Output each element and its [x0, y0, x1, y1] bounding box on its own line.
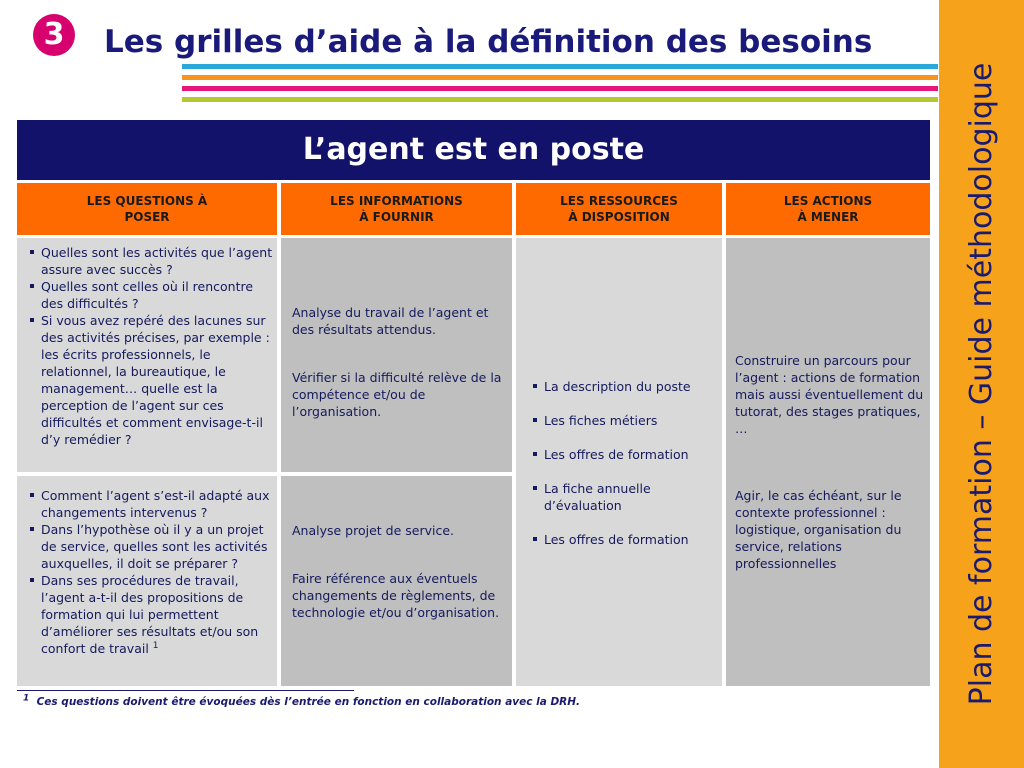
row1-questions-cell: [17, 238, 277, 472]
list-item: [21, 572, 275, 657]
stripe-green: [182, 97, 938, 102]
list-item: Les offres de formation: [524, 446, 718, 463]
row1-information-paragraph: Vérifier si la difficulté relève de la compétence et/ou de l’organisation.: [292, 370, 502, 419]
action-paragraph: Construire un parcours pour l’agent : actions de formation mais aussi éventuellement du tutorat, des stages pratiques, …: [735, 353, 924, 436]
list-item: Les fiches métiers: [524, 412, 718, 429]
footnote: [23, 695, 580, 709]
action-paragraph: Agir, le cas échéant, sur le contexte professionnel : logistique, organisation du service, relations professionnelles: [735, 488, 902, 571]
side-band: [939, 0, 1024, 768]
list-item: Quelles sont les activités que l’agent assure avec succès ?: [21, 244, 275, 278]
row2-information-paragraph: Analyse projet de service.: [292, 523, 455, 538]
footnote-mark: 1: [23, 693, 30, 704]
row2-questions-list: [21, 487, 275, 657]
row2-informations-cell: [281, 476, 512, 686]
row1-informations-cell: [281, 238, 512, 472]
actions-cell: [726, 238, 930, 686]
list-item-text: Dans ses procédures de travail, l’agent a-t-il des propositions de formation qui lui permettent d’améliorer ses résultats et/ou son confort de travail: [41, 573, 259, 656]
table-title: L’agent est en poste: [17, 120, 930, 180]
list-item: Les offres de formation: [524, 531, 718, 548]
step-number-badge: 3: [33, 14, 75, 56]
stripe-orange: [182, 75, 938, 80]
ressources-cell: [516, 238, 722, 686]
row1-questions-list: [21, 244, 275, 448]
column-header-actions: LES ACTIONS À MENER: [726, 183, 930, 235]
row2-information-paragraph: Faire référence aux éventuels changements de règlements, de technologie et/ou d’organisation.: [292, 571, 500, 620]
column-header-questions: LES QUESTIONS À POSER: [17, 183, 277, 235]
list-item: La fiche annuelle d’évaluation: [524, 480, 718, 514]
stripe-pink: [182, 86, 938, 91]
footnote-divider: [17, 690, 354, 691]
list-item: Quelles sont celles où il rencontre des difficultés ?: [21, 278, 275, 312]
list-item: Comment l’agent s’est-il adapté aux changements intervenus ?: [21, 487, 275, 521]
ressources-list: [524, 378, 718, 548]
side-band-title: Plan de formation – Guide méthodologique: [963, 62, 999, 706]
list-item: Dans l’hypothèse où il y a un projet de service, quelles sont les activités auxquelles, il doit se préparer ?: [21, 521, 275, 572]
stripe-blue: [182, 64, 938, 69]
column-header-informations: LES INFORMATIONS À FOURNIR: [281, 183, 512, 235]
list-item: Si vous avez repéré des lacunes sur des activités précises, par exemple : les écrits professionnels, le relationnel, la bureautique, le management… quelle est la perception de l’agent sur ces difficultés et comment envisage-t-il d’y remédier ?: [21, 312, 275, 448]
footnote-text: Ces questions doivent être évoquées dès l’entrée en fonction en collaboration avec la DRH.: [36, 696, 581, 708]
row2-questions-cell: [17, 476, 277, 686]
slide-title: Les grilles d’aide à la définition des besoins: [104, 24, 873, 60]
decorative-stripes: [182, 64, 938, 108]
footnote-reference: 1: [152, 640, 159, 651]
row1-information-paragraph: Analyse du travail de l’agent et des résultats attendus.: [292, 305, 489, 337]
list-item: La description du poste: [524, 378, 718, 395]
column-header-ressources: LES RESSOURCES À DISPOSITION: [516, 183, 722, 235]
